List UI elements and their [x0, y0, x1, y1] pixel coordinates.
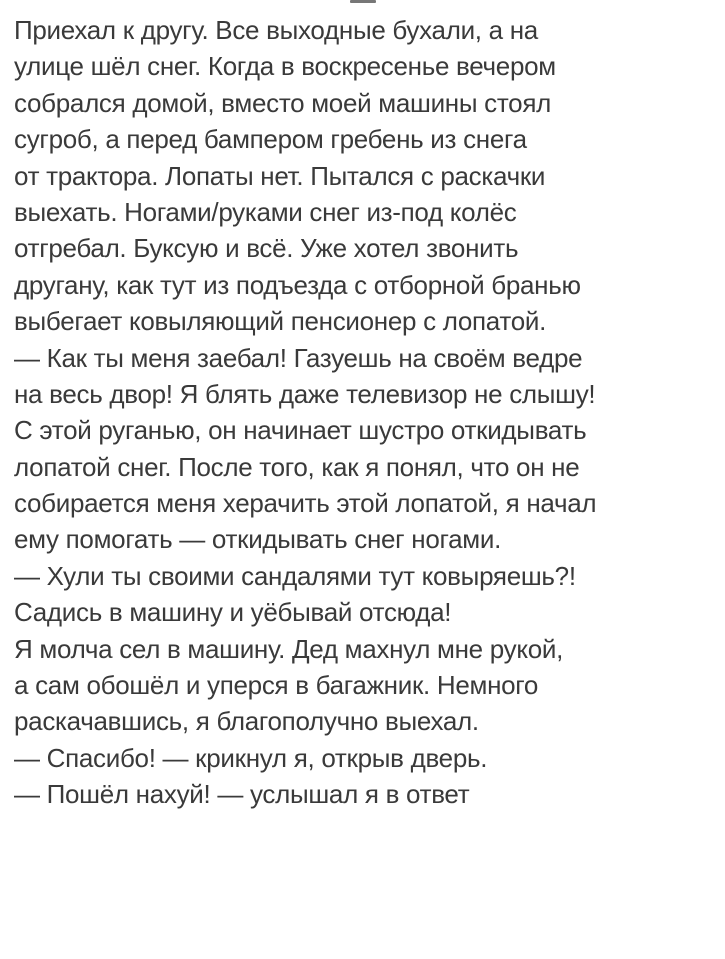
text-line: Я молча сел в машину. Дед махнул мне рукой,: [14, 633, 564, 664]
text-line: а сам обошёл и уперся в багажник. Немного: [14, 670, 539, 701]
cropped-mark: [350, 0, 376, 3]
text-line: выехать. Ногами/руками снег из-под колёс: [14, 196, 517, 227]
text-line: Приехал к другу. Все выходные бухали, а на: [14, 15, 538, 45]
text-line: от трактора. Лопаты нет. Пытался с раскачки: [14, 160, 546, 191]
text-line: выбегает ковыляющий пенсионер с лопатой.: [14, 306, 547, 337]
text-line: лопатой снег. После того, как я понял, что он не: [14, 451, 580, 482]
bottom-margin: [0, 940, 725, 959]
text-line: раскачавшись, я благополучно выехал.: [14, 706, 479, 737]
text-line: ему помогать — откидывать снег ногами.: [14, 524, 502, 555]
text-line: улице шёл снег. Когда в воскресенье вечером: [14, 51, 556, 82]
text-line: отгребал. Буксую и всё. Уже хотел звонить: [14, 233, 519, 264]
text-line: другану, как тут из подъезда с отборной бранью: [14, 269, 581, 300]
text-line: С этой руганью, он начинает шустро откидывать: [14, 415, 587, 446]
text-line: сугроб, а перед бампером гребень из снега: [14, 124, 527, 155]
text-line: — Хули ты своими сандалями тут ковыряешь?!: [14, 560, 576, 591]
text-line: на весь двор! Я блять даже телевизор не слышу!: [14, 378, 596, 409]
text-line: собирается меня херачить этой лопатой, я начал: [14, 488, 597, 519]
story-text: [14, 12, 714, 813]
text-line: — Спасибо! — крикнул я, открыв дверь.: [14, 742, 488, 773]
text-line: — Пошёл нахуй! — услышал я в ответ: [14, 779, 470, 810]
text-line: Садись в машину и уёбывай отсюда!: [14, 597, 452, 628]
text-line: — Как ты меня заебал! Газуешь на своём ведре: [14, 342, 583, 373]
text-line: собрался домой, вместо моей машины стоял: [14, 87, 551, 118]
